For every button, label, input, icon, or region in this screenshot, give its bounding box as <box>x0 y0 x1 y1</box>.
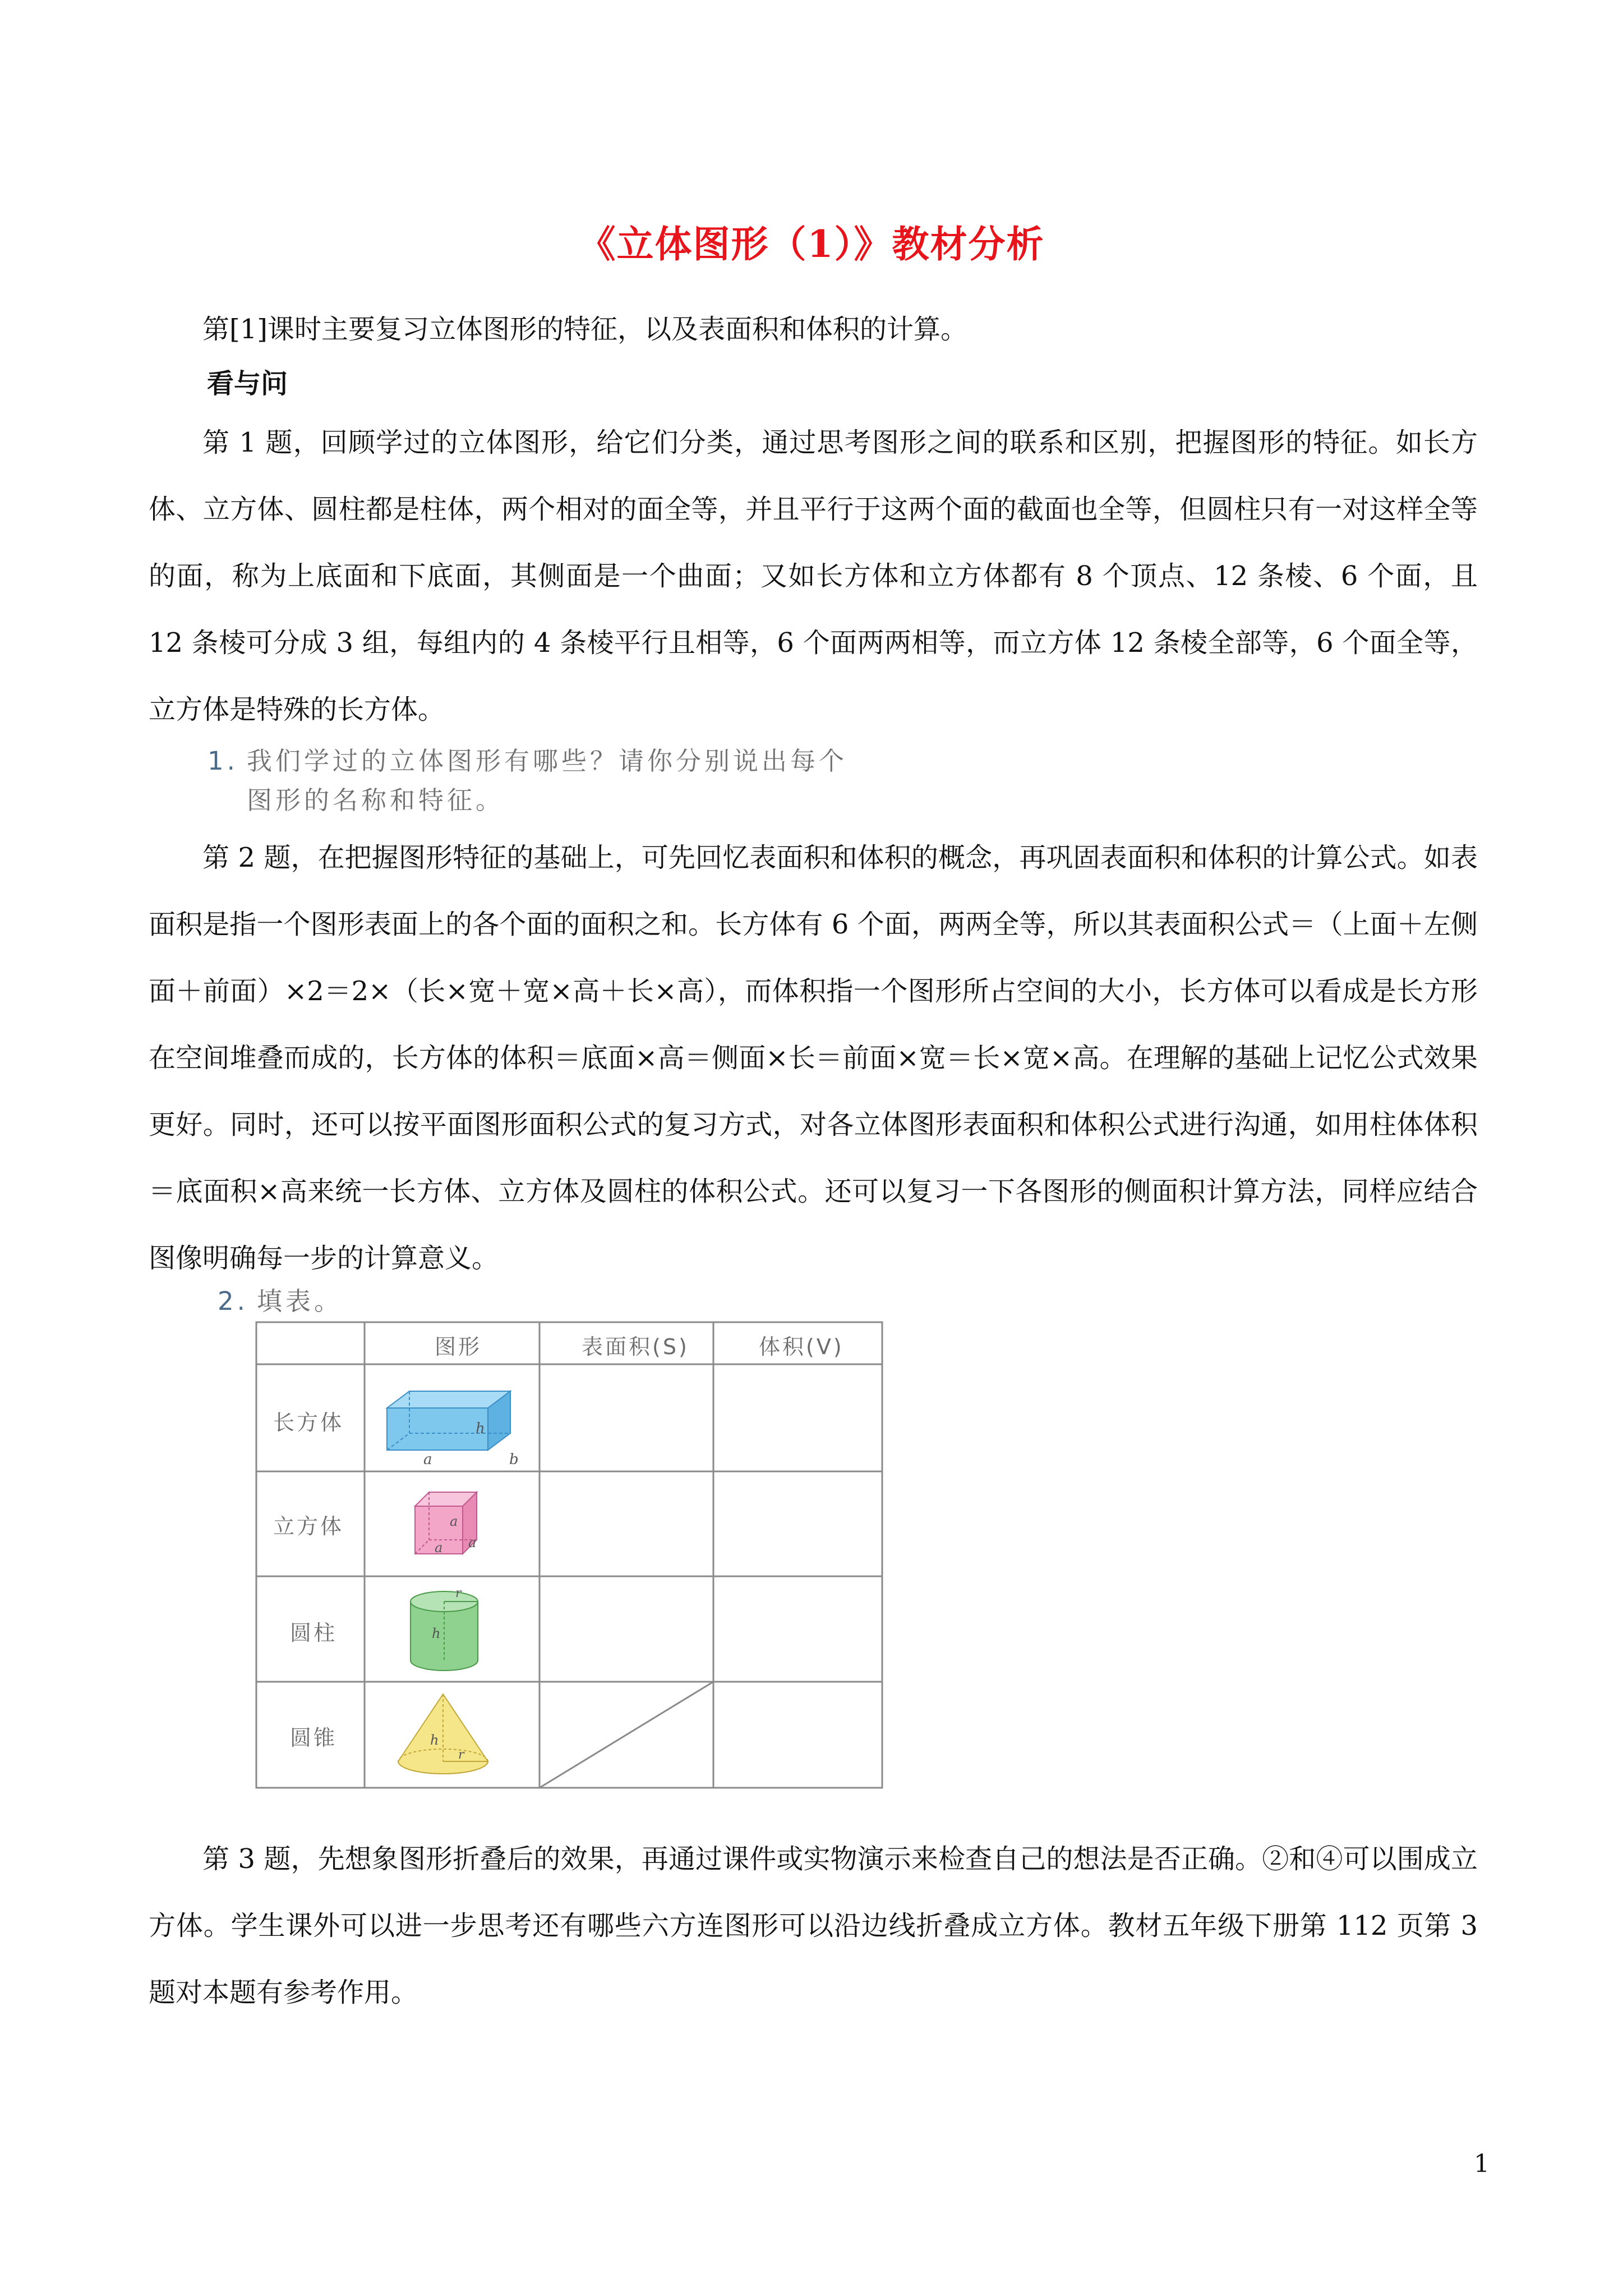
row-label-cube: 立方体 <box>273 1514 344 1539</box>
paragraph-question-3: 第 3 题，先想象图形折叠后的效果，再通过课件或实物演示来检查自己的想法是否正确。②和④可以围成立方体。学生课外可以进一步思考还有哪些六方连图形可以沿边线折叠成立方体。教材五年级下册第 112 页第 3 题对本题有参考作用。 <box>149 1843 1478 2008</box>
question-2-label <box>218 1282 343 1321</box>
page-number: 1 <box>1474 2150 1490 2178</box>
cylinder-label-h: h <box>432 1626 441 1641</box>
cuboid-figure <box>381 1386 527 1464</box>
cuboid-label-b: b <box>509 1451 519 1464</box>
cylinder-label-r: r <box>455 1586 462 1600</box>
question-2-text: 填表。 <box>257 1286 343 1316</box>
cube-label-a-height: a <box>450 1513 458 1529</box>
header-surface-area: 表面积(S) <box>582 1335 689 1359</box>
section-heading: 看与问 <box>207 368 288 399</box>
question-1-image <box>208 742 847 820</box>
row-label-cylinder: 圆柱 <box>290 1621 338 1645</box>
cube-label-a-side: a <box>468 1535 477 1550</box>
question-1-number: 1. <box>208 746 238 776</box>
question-2-number: 2. <box>218 1286 248 1316</box>
header-figure: 图形 <box>435 1335 482 1359</box>
paragraph-question-1: 第 1 题，回顾学过的立体图形，给它们分类，通过思考图形之间的联系和区别，把握图形的特征。如长方体、立方体、圆柱都是柱体，两个相对的面全等，并且平行于这两个面的截面也全等，但圆柱只有一对这样全等的面，称为上底面和下底面，其侧面是一个曲面；又如长方体和立方体都有 8 个顶点、12 条棱、6 个面，且 12 条棱可分成 3 组，每组内的 4 条棱平行且相等，6 个面两两相等，而立方体 12 条棱全部等，6 个面全等，立方体是特殊的长方体。 <box>149 427 1478 725</box>
cube-label-a-bottom: a <box>435 1540 443 1556</box>
paragraph-question-2: 第 2 题，在把握图形特征的基础上，可先回忆表面积和体积的概念，再巩固表面积和体积的计算公式。如表面积是指一个图形表面上的各个面的面积之和。长方体有 6 个面，两两全等，所以其表面积公式＝（上面＋左侧面＋前面）×2＝2×（长×宽＋宽×高＋长×高），而体积指一个图形所占空间的大小，长方体可以看成是长方形在空间堆叠而成的，长方体的体积＝底面×高＝侧面×长＝前面×宽＝长×宽×高。在理解的基础上记忆公式效果更好。同时，还可以按平面图形面积公式的复习方式，对各立体图形表面积和体积公式进行沟通，如用柱体体积＝底面积×高来统一长方体、立方体及圆柱的体积公式。还可以复习一下各图形的侧面积计算方法，同样应结合图像明确每一步的计算意义。 <box>149 842 1478 1274</box>
cone-label-r: r <box>458 1748 464 1762</box>
cube-figure <box>409 1487 488 1559</box>
question-1-line-2: 图形的名称和特征。 <box>247 785 505 815</box>
cuboid-label-h: h <box>476 1420 485 1437</box>
page-title: 《立体图形（1）》教材分析 <box>578 222 1045 266</box>
row-label-cuboid: 长方体 <box>273 1410 344 1435</box>
intro-paragraph: 第[1]课时主要复习立体图形的特征，以及表面积和体积的计算。 <box>202 314 967 345</box>
header-volume: 体积(V) <box>759 1335 844 1359</box>
cylinder-figure <box>404 1585 482 1677</box>
fill-in-table <box>255 1321 883 1789</box>
table-grid <box>255 1321 883 1789</box>
question-1-line-1: 我们学过的立体图形有哪些？请你分别说出每个 <box>247 746 848 776</box>
cone-figure <box>390 1688 496 1781</box>
row-label-cone: 圆锥 <box>290 1726 338 1750</box>
cuboid-label-a: a <box>423 1451 432 1464</box>
cone-label-h: h <box>430 1732 439 1748</box>
